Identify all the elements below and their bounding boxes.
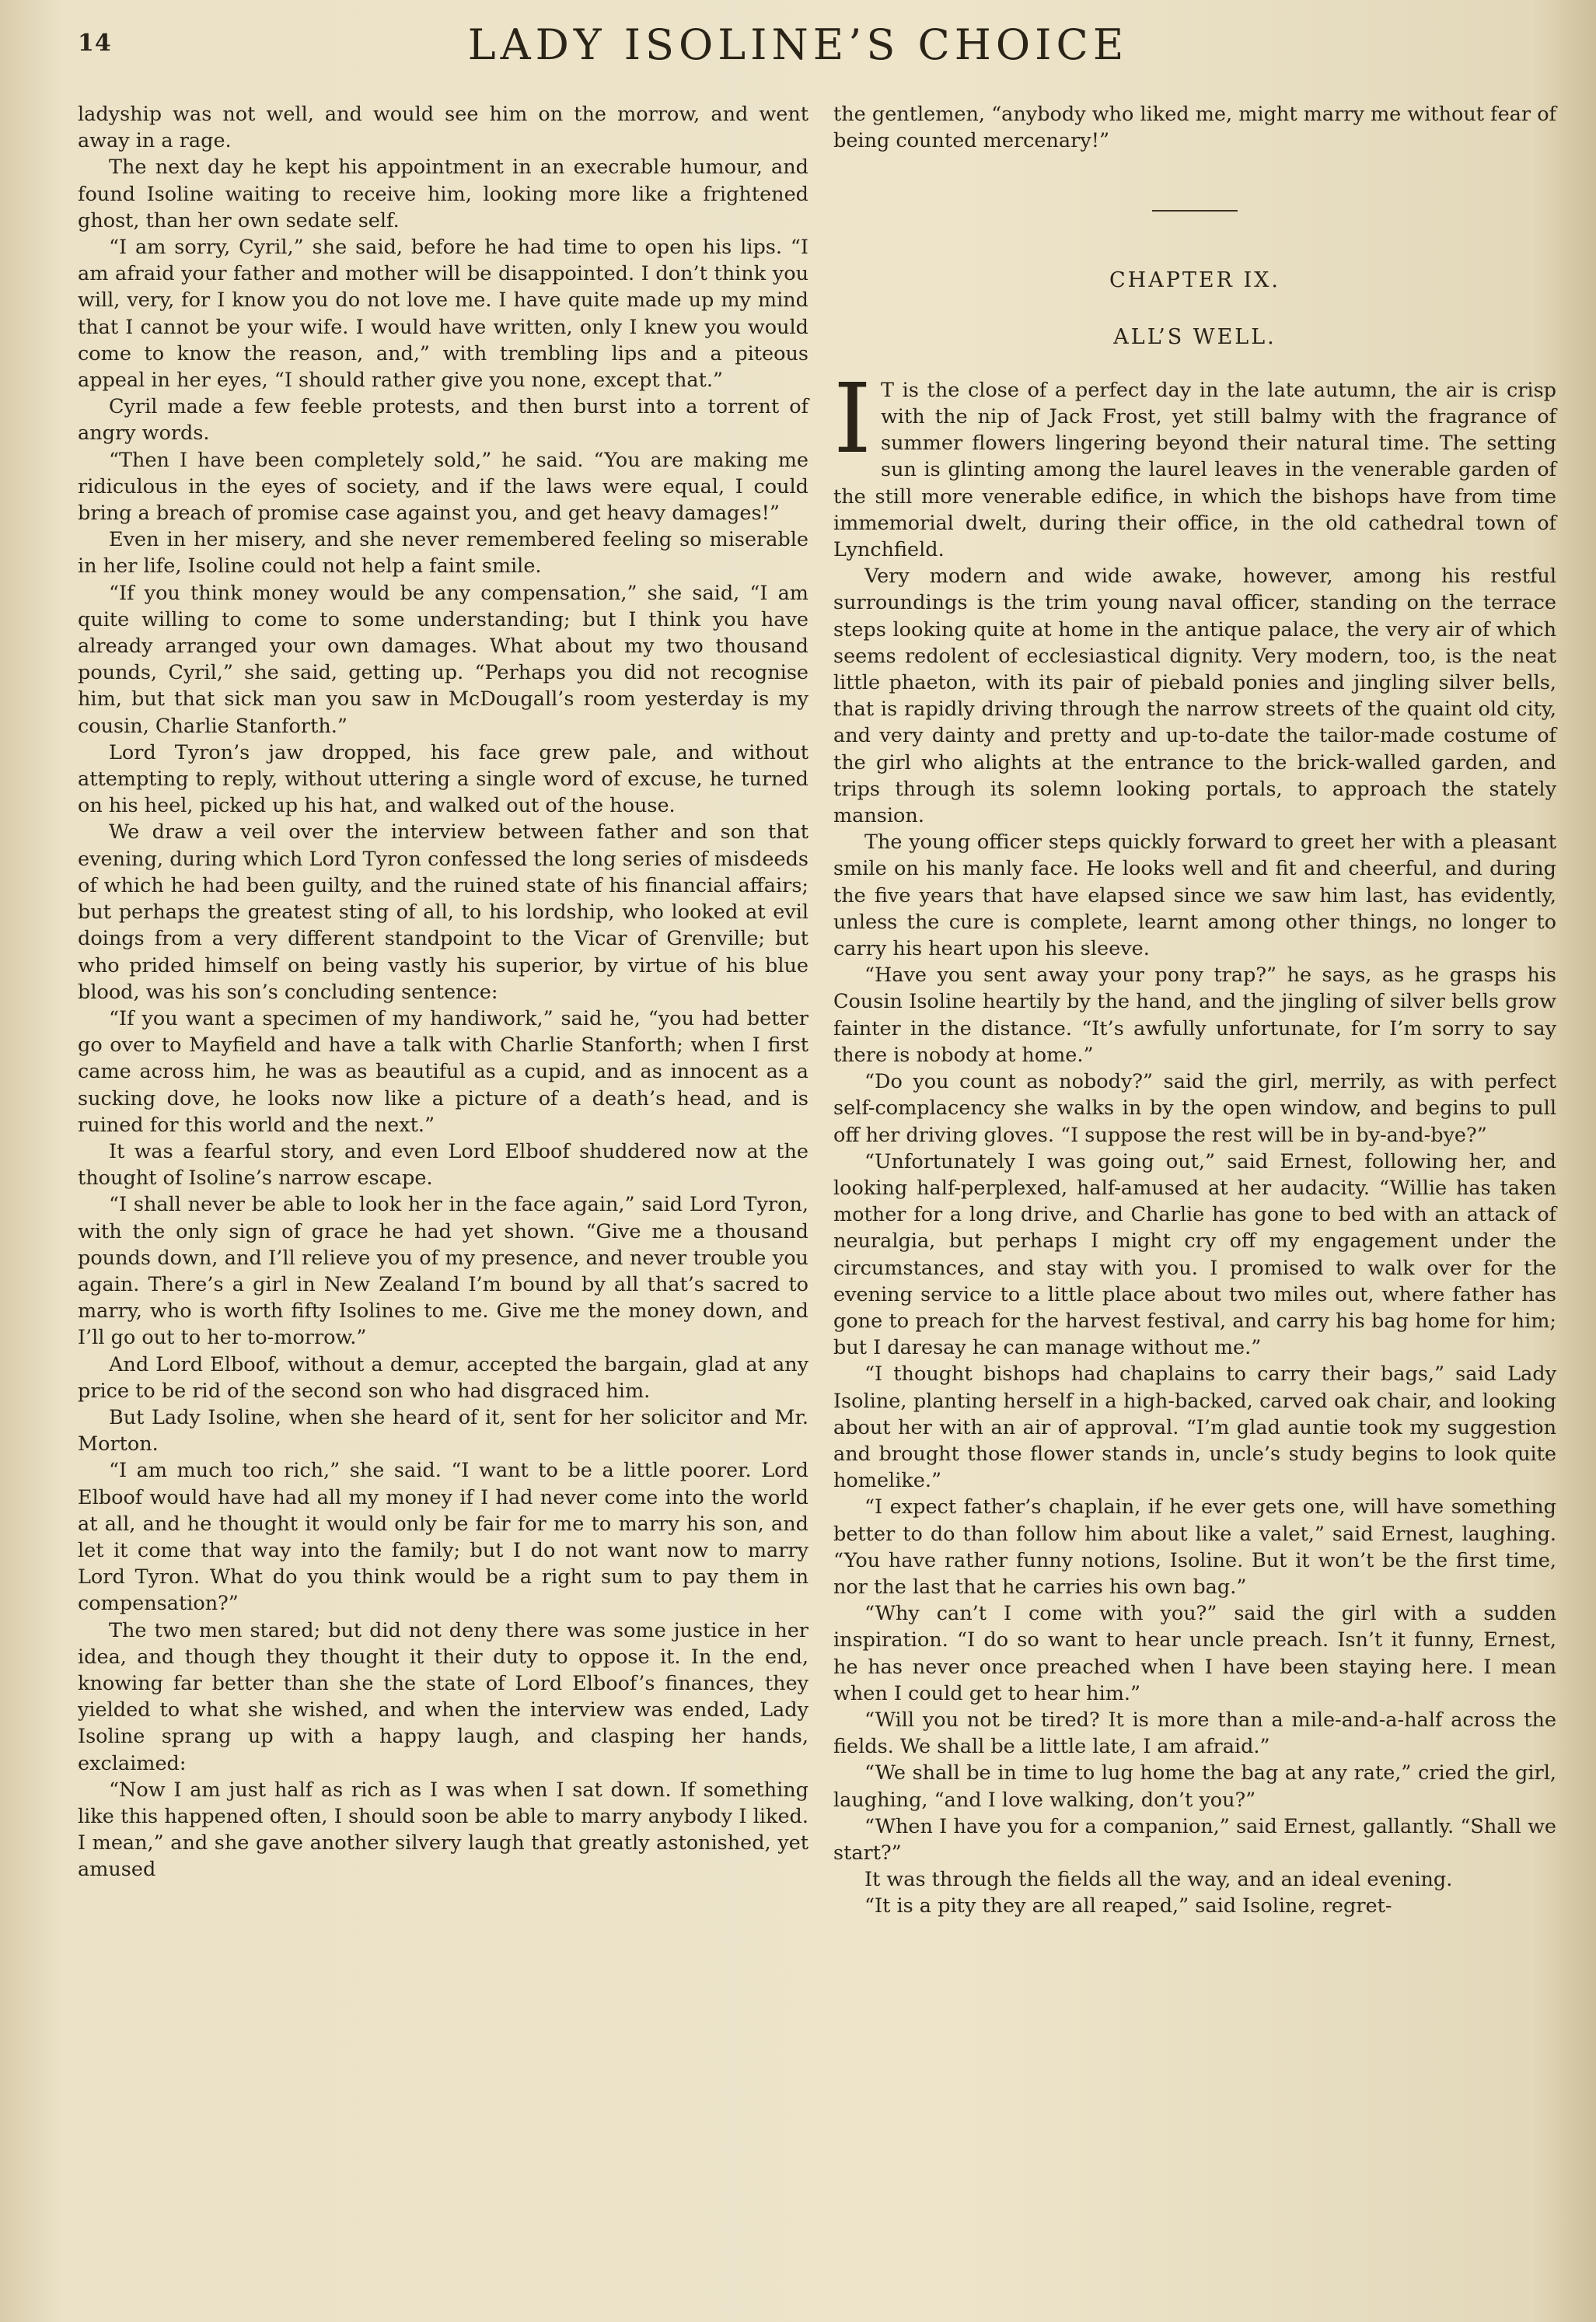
left-column (78, 101, 808, 1883)
paragraph: “Why can’t I come with you?” said the girl with a sudden inspiration. “I do so want to hear uncle preach. Isn’t it funny, Ernest, he has never once preached when I have been staying here. I mean when I could get to hear him.” (833, 1602, 1556, 1705)
paragraph: But Lady Isoline, when she heard of it, sent for her solicitor and Mr. Morton. (78, 1405, 808, 1456)
paragraph: “I thought bishops had chaplains to carry their bags,” said Lady Isoline, planting herself in a high-backed, carved oak chair, and looking about her with an air of approval. “I’m glad auntie took my suggestion and brought those flower stands in, uncle’s study begins to look quite homelike.” (833, 1362, 1556, 1493)
page-number: 14 (78, 30, 112, 57)
paragraph: Cyril made a few feeble protests, and then burst into a torrent of angry words. (78, 395, 808, 446)
chapter-opening-paragraph (833, 362, 1556, 563)
paragraph: The two men stared; but did not deny there was some justice in her idea, and though they thought it their duty to oppose it. In the end, knowing far better than she the state of Lord Elboof’s finances, they yielded to what she wished, and when the interview was ended, Lady Isoline sprang up with a happy laugh, and clasping her hands, exclaimed: (78, 1618, 808, 1775)
chapter-heading: CHAPTER IX. (1109, 268, 1280, 293)
drop-cap: I (833, 362, 871, 475)
paragraph: “I am sorry, Cyril,” she said, before he had time to open his lips. “I am afraid your father and mother will be disappointed. I don’t think you will, very, for I know you do not love me. I have quite made up my mind that I cannot be your wife. I would have written, only I knew you would come to know the reason, and,” with trembling lips and a piteous appeal in her eyes, “I should rather give you none, except that.” (78, 236, 808, 393)
chapter-title: ALL’S WELL. (1113, 324, 1276, 349)
paragraph: “Now I am just half as rich as I was when I sat down. If something like this happened often, I should soon be able to marry anybody I liked. I mean,” and she gave another silvery laugh that greatly astonished, yet amused (78, 1778, 808, 1882)
paragraph: “It is a pity they are all reaped,” said Isoline, regret- (864, 1894, 1392, 1918)
paragraph: ladyship was not well, and would see him on the morrow, and went away in a rage. (78, 103, 808, 153)
paragraph: “I shall never be able to look her in the face again,” said Lord Tyron, with the only sign of grace he had yet shown. “Give me a thousand pounds down, and I’ll relieve you of my presence, and never trouble you again. There’s a girl in New Zealand I’m bound by all that’s sacred to marry, who is worth fifty Isolines to me. Give me the money down, and I’ll go out to her to-morrow.” (78, 1193, 808, 1350)
paragraph: The young officer steps quickly forward to greet her with a pleasant smile on his manly face. He looks well and fit and cheerful, and during the five years that have elapsed since we saw him last, has evidently, unless the cure is complete, learnt among other things, no longer to carry his heart upon his sleeve. (833, 831, 1556, 961)
paragraph: Even in her misery, and she never remembered feeling so miserable in her life, Isoline could not help a faint smile. (78, 528, 808, 579)
paragraph: the gentlemen, “anybody who liked me, might marry me without fear of being counted mercenary!” (833, 103, 1556, 153)
paragraph: “If you want a specimen of my handiwork,” said he, “you had better go over to Mayfield and have a talk with Charlie Stanforth; when I first came across him, he was as beautiful as a cupid, and as innocent as a sucking dove, he looks now like a picture of a death’s head, and is ruined for this world and the next.” (78, 1006, 808, 1137)
paragraph: It was through the fields all the way, and an ideal evening. (864, 1868, 1453, 1892)
running-head: LADY ISOLINE’S CHOICE (467, 20, 1129, 69)
opening-text: T is the close of a perfect day in the late autumn, the air is crisp with the nip of Jack Frost, yet still balmy with the fragrance of summer flowers lingering beyond their natural time. The setting sun is glinting among the laurel leaves in the venerable garden of the still more venerable edifice, in which the bishops have from time immemorial dwelt, during their office, in the old cathedral town of Lynchfield. (833, 378, 1556, 562)
paragraph: “When I have you for a companion,” said Ernest, gallantly. “Shall we start?” (833, 1814, 1556, 1865)
paragraph: “Then I have been completely sold,” he said. “You are making me ridiculous in the eyes of society, and if the laws were equal, I could bring a breach of promise case against you, and get heavy damages!” (78, 448, 808, 526)
paragraph: The next day he kept his appointment in an execrable humour, and found Isoline waiting to receive him, looking more like a frightened ghost, than her own sedate self. (78, 156, 808, 233)
paragraph: “I am much too rich,” she said. “I want to be a little poorer. Lord Elboof would have had all my money if I had never come into the world at all, and he thought it would only be fair for me to marry his son, and let it come that way into the family; but I do not want now to marry Lord Tyron. What do you think would be a right sum to pay them in compensation?” (78, 1459, 808, 1616)
paragraph: And Lord Elboof, without a demur, accepted the bargain, glad at any price to be rid of the second son who had disgraced him. (78, 1352, 808, 1403)
right-column (833, 101, 1556, 1920)
paragraph: “Do you count as nobody?” said the girl, merrily, as with perfect self-complacency she walks in by the open window, and begins to pull off her driving gloves. “I suppose the rest will be in by-and-bye?” (833, 1070, 1556, 1147)
paragraph: We draw a veil over the interview between father and son that evening, during which Lord Tyron confessed the long series of misdeeds of which he had been guilty, and the ruined state of his financial affairs; but perhaps the greatest sting of all, to his lordship, who looked at evil doings from a very different standpoint to the Vicar of Grenville; but who prided himself on being vastly his superior, by virtue of his blue blood, was his son’s concluding sentence: (78, 820, 808, 1004)
paragraph: It was a fearful story, and even Lord Elboof shuddered now at the thought of Isoline’s narrow escape. (78, 1139, 808, 1191)
paragraph: “Will you not be tired? It is more than a mile-and-a-half across the fields. We shall be a little late, I am afraid.” (833, 1708, 1556, 1759)
paragraph: “If you think money would be any compensation,” she said, “I am quite willing to come to some understanding; but I think you have already arranged your own damages. What about my two thousand pounds, Cyril,” she said, getting up. “Perhaps you did not recognise him, but that sick man you saw in McDougall’s room yesterday is my cousin, Charlie Stanforth.” (78, 581, 808, 738)
paragraph: “Unfortunately I was going out,” said Ernest, following her, and looking half-perplexed, half-amused at her audacity. “Willie has taken mother for a long drive, and Charlie has gone to bed with an attack of neuralgia, but perhaps I might cry off my engagement under the circumstances, and stay with you. I promised to walk over for the evening service to a little place about two miles out, where father has gone to preach for the harvest festival, and carry his bag home for him; but I daresay he can manage without me.” (833, 1149, 1556, 1360)
section-divider (1152, 210, 1238, 212)
paragraph: “We shall be in time to lug home the bag at any rate,” cried the girl, laughing, “and I love walking, don’t you?” (833, 1761, 1556, 1812)
paragraph: “I expect father’s chaplain, if he ever gets one, will have something better to do than follow him about like a valet,” said Ernest, laughing. “You have rather funny notions, Isoline. But it won’t be the first time, nor the last that he carries his own bag.” (833, 1495, 1556, 1599)
paragraph: Lord Tyron’s jaw dropped, his face grew pale, and without attempting to reply, without uttering a single word of excuse, he turned on his heel, picked up his hat, and walked out of the house. (78, 740, 808, 818)
paragraph: Very modern and wide awake, however, among his restful surroundings is the trim young naval officer, standing on the terrace steps looking quite at home in the antique palace, the very air of which seems redolent of ecclesiastical dignity. Very modern, too, is the neat little phaeton, with its pair of piebald ponies and jingling silver bells, that is rapidly driving through the narrow streets of the quaint old city, and very dainty and pretty and up-to-date the tailor-made costume of the girl who alights at the entrance to the brick-walled garden, and trips through its solemn looking portals, to approach the stately mansion. (833, 565, 1556, 828)
paragraph: “Have you sent away your pony trap?” he says, as he grasps his Cousin Isoline heartily by the hand, and the jingling of silver bells grow fainter in the distance. “It’s awfully unfortunate, for I’m sorry to say there is nobody at home.” (833, 963, 1556, 1067)
